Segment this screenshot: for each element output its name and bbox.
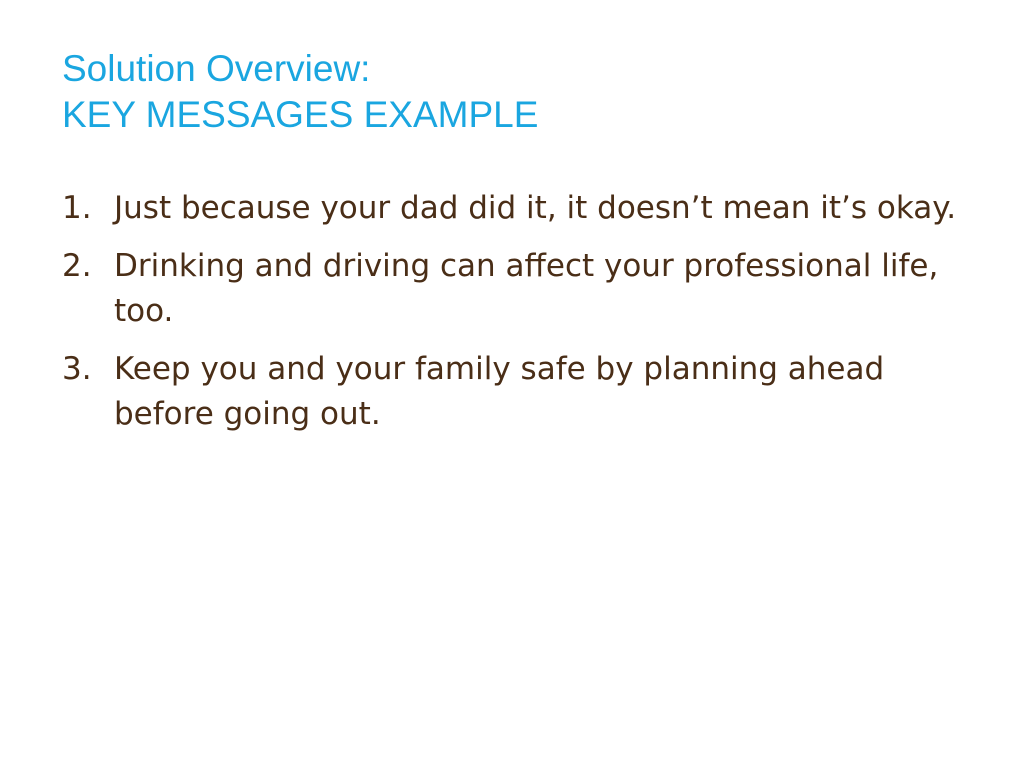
- title-line-2: KEY MESSAGES EXAMPLE: [62, 94, 539, 135]
- list-item-text: Just because your dad did it, it doesn’t mean it’s okay.: [114, 190, 957, 226]
- list-item: [62, 347, 982, 437]
- list-item-number: 3.: [62, 351, 92, 387]
- slide-title: [62, 46, 962, 138]
- key-messages-list: [62, 186, 982, 450]
- title-line-1: Solution Overview:: [62, 48, 371, 89]
- list-item: [62, 244, 982, 334]
- list-item-text: Keep you and your family safe by planning ahead before going out.: [114, 351, 885, 432]
- list-item-text: Drinking and driving can affect your professional life, too.: [114, 248, 939, 329]
- list-item-number: 1.: [62, 190, 92, 226]
- list-item: [62, 186, 982, 231]
- list-item-number: 2.: [62, 248, 92, 284]
